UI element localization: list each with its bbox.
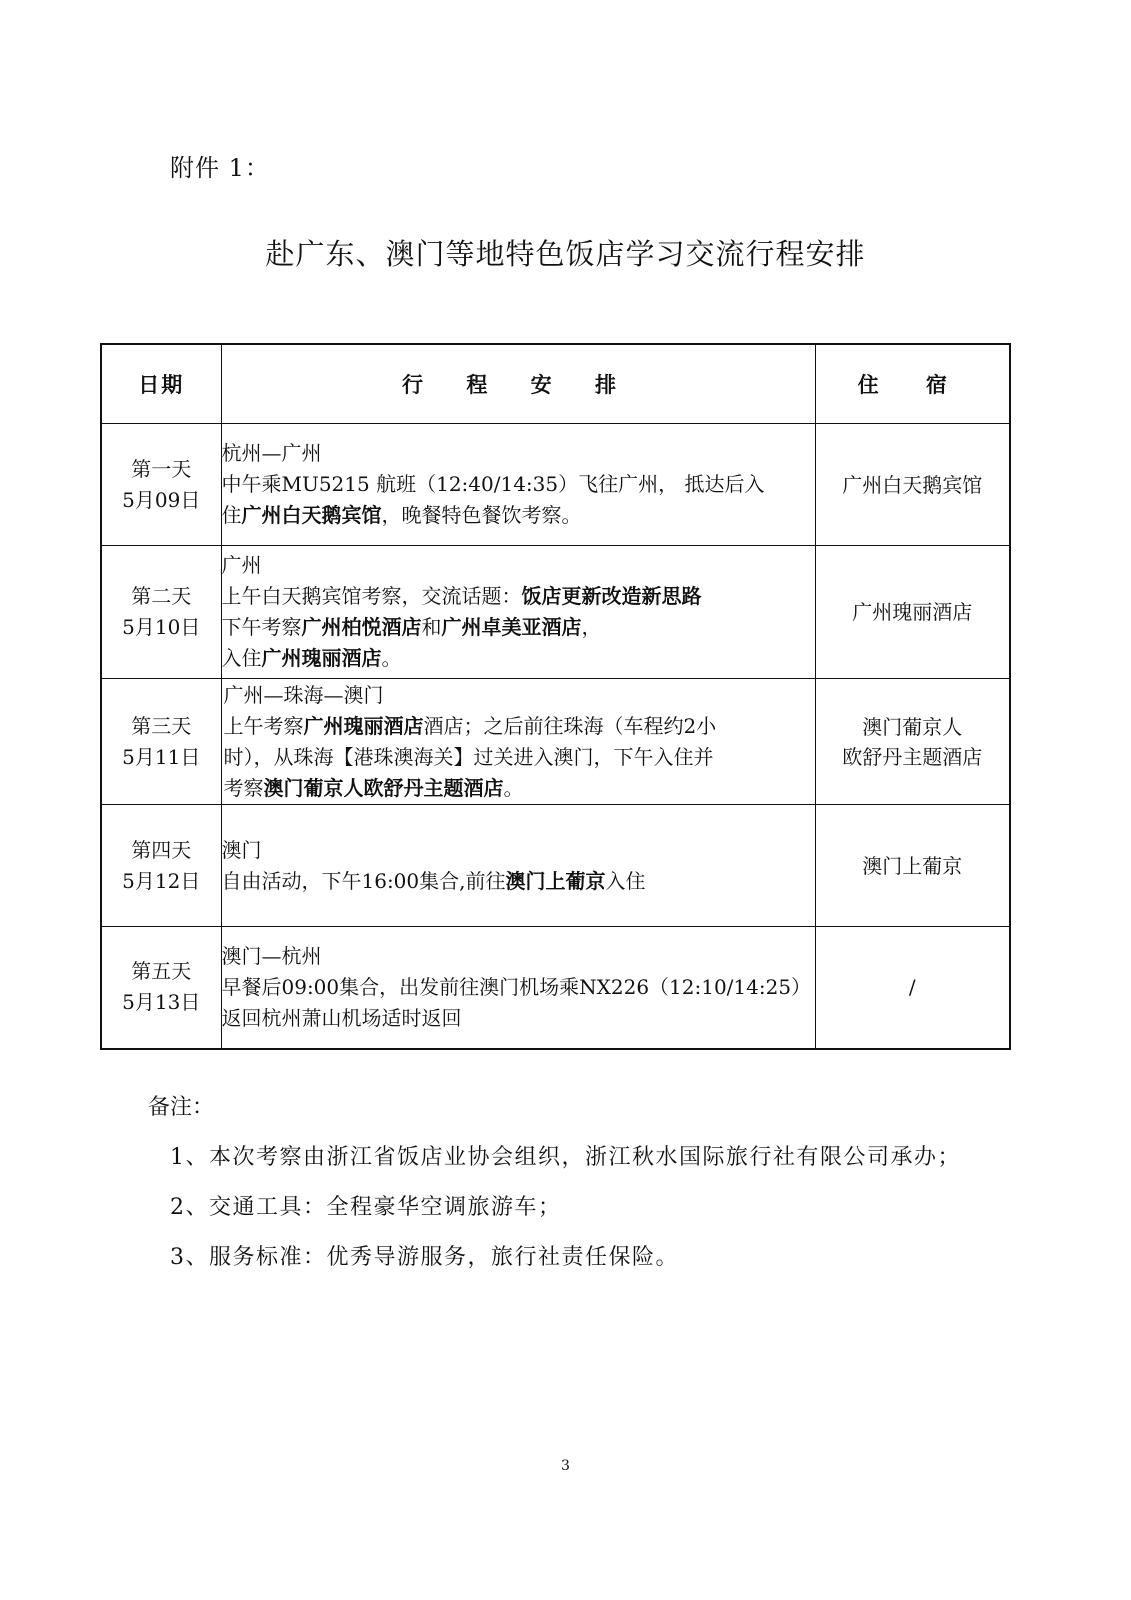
stay-text: 澳门上葡京: [862, 853, 963, 878]
table-row: [101, 679, 1010, 805]
cell-stay: [815, 546, 1010, 679]
day-label: 第五天: [131, 959, 192, 984]
notes-heading: 备注：: [148, 1095, 215, 1120]
plan-line: [222, 612, 815, 643]
plan-text: 上午考察: [223, 713, 304, 738]
day-label: 第一天: [131, 456, 192, 481]
plan-line: [222, 550, 815, 581]
plan-text: 入住: [605, 868, 646, 893]
date-label: 5月12日: [122, 868, 201, 893]
table-row: [101, 927, 1010, 1049]
day-label: 第二天: [131, 584, 192, 608]
plan-text: 澳门: [221, 837, 262, 862]
day-label: 第三天: [131, 713, 192, 738]
plan-line: [222, 581, 815, 612]
itinerary-table: [100, 343, 1011, 1050]
cell-stay: [815, 805, 1010, 927]
date-label: 5月13日: [122, 990, 201, 1015]
itinerary-body: [101, 424, 1010, 1049]
plan-line: [222, 835, 815, 866]
cell-plan: [221, 679, 815, 805]
date-label: 5月09日: [122, 487, 201, 512]
plan-line: [222, 941, 815, 972]
note-item-3: 3、服务标准：优秀导游服务，旅行社责任保险。: [170, 1245, 679, 1270]
cell-date: [101, 424, 221, 546]
header-plan: 行 程 安 排: [221, 344, 815, 424]
plan-text: 中午乘MU5215 航班（12:40/14:35）飞往广州， 抵达后入: [221, 472, 765, 496]
table-row: [101, 546, 1010, 679]
plan-text: 和: [421, 615, 442, 639]
stay-text: 广州瑰丽酒店: [852, 600, 973, 624]
plan-text: 自由活动，下午16:00集合,前往: [221, 868, 506, 893]
plan-highlight: 广州白天鹅宾馆: [241, 503, 382, 527]
stay-text: /: [908, 975, 916, 1000]
plan-text: 下午考察: [221, 615, 302, 639]
note-item-2: 2、交通工具：全程豪华空调旅游车；: [170, 1195, 562, 1220]
cell-stay: [815, 424, 1010, 546]
plan-highlight: 饭店更新改造新思路: [521, 584, 702, 608]
plan-line: [222, 500, 815, 531]
plan-text: 广州—珠海—澳门: [223, 682, 384, 707]
plan-text: 。: [503, 775, 524, 800]
date-label: 5月10日: [122, 615, 201, 639]
cell-date: [101, 805, 221, 927]
plan-line: [222, 469, 815, 500]
cell-date: [101, 927, 221, 1049]
cell-plan: [221, 805, 815, 927]
cell-stay: [815, 927, 1010, 1049]
document-title: 赴广东、澳门等地特色饭店学习交流行程安排: [265, 237, 866, 271]
plan-highlight: 广州瑰丽酒店: [303, 713, 424, 738]
plan-line: [224, 773, 815, 804]
stay-text: 澳门葡京人: [862, 714, 963, 739]
plan-text: 考察: [223, 775, 264, 800]
plan-text: 杭州—广州: [221, 441, 322, 465]
plan-text: 广州: [221, 553, 262, 577]
table-row: [101, 424, 1010, 546]
note-item-1: 1、本次考察由浙江省饭店业协会组织，浙江秋水国际旅行社有限公司承办；: [170, 1145, 961, 1170]
plan-line: [222, 866, 815, 897]
page-number: 3: [561, 1458, 570, 1474]
plan-line: [222, 438, 815, 469]
plan-line: [224, 742, 815, 773]
cell-stay: [815, 679, 1010, 805]
plan-highlight: 澳门葡京人欧舒丹主题酒店: [263, 775, 504, 800]
table-header-row: [101, 344, 1010, 424]
plan-text: 早餐后09:00集合，出发前往澳门机场乘NX226（12:10/14:25）: [221, 974, 812, 999]
plan-text: 酒店；之后前往珠海（车程约2小: [423, 713, 717, 738]
plan-line: [224, 711, 815, 742]
plan-text: 入住: [221, 646, 262, 670]
plan-text: ，: [581, 615, 602, 639]
plan-highlight: 广州卓美亚酒店: [441, 615, 582, 639]
plan-text: 。: [381, 646, 402, 670]
plan-highlight: 澳门上葡京: [505, 868, 606, 893]
cell-date: [101, 546, 221, 679]
stay-text: 欧舒丹主题酒店: [842, 744, 983, 769]
plan-line: [222, 643, 815, 674]
cell-date: [101, 679, 221, 805]
attachment-label: 附件 1：: [170, 154, 270, 182]
header-date: 日期: [101, 344, 221, 424]
plan-line: [222, 1003, 815, 1034]
header-stay: 住 宿: [815, 344, 1010, 424]
stay-text: 广州白天鹅宾馆: [842, 472, 983, 497]
day-label: 第四天: [131, 837, 192, 862]
cell-plan: [221, 927, 815, 1049]
cell-plan: [221, 546, 815, 679]
plan-text: 澳门—杭州: [221, 943, 322, 968]
plan-text: 返回杭州萧山机场适时返回: [221, 1005, 462, 1030]
plan-highlight: 广州柏悦酒店: [301, 615, 422, 639]
table-row: [101, 805, 1010, 927]
plan-highlight: 广州瑰丽酒店: [261, 646, 382, 670]
plan-text: ，晚餐特色餐饮考察。: [381, 503, 582, 527]
date-label: 5月11日: [122, 744, 201, 769]
plan-line: [222, 972, 815, 1003]
cell-plan: [221, 424, 815, 546]
plan-text: 住: [221, 503, 242, 527]
plan-text: 上午白天鹅宾馆考察，交流话题：: [221, 584, 522, 608]
plan-line: [224, 680, 815, 711]
plan-text: 时），从珠海【港珠澳海关】过关进入澳门，下午入住并: [223, 744, 714, 769]
